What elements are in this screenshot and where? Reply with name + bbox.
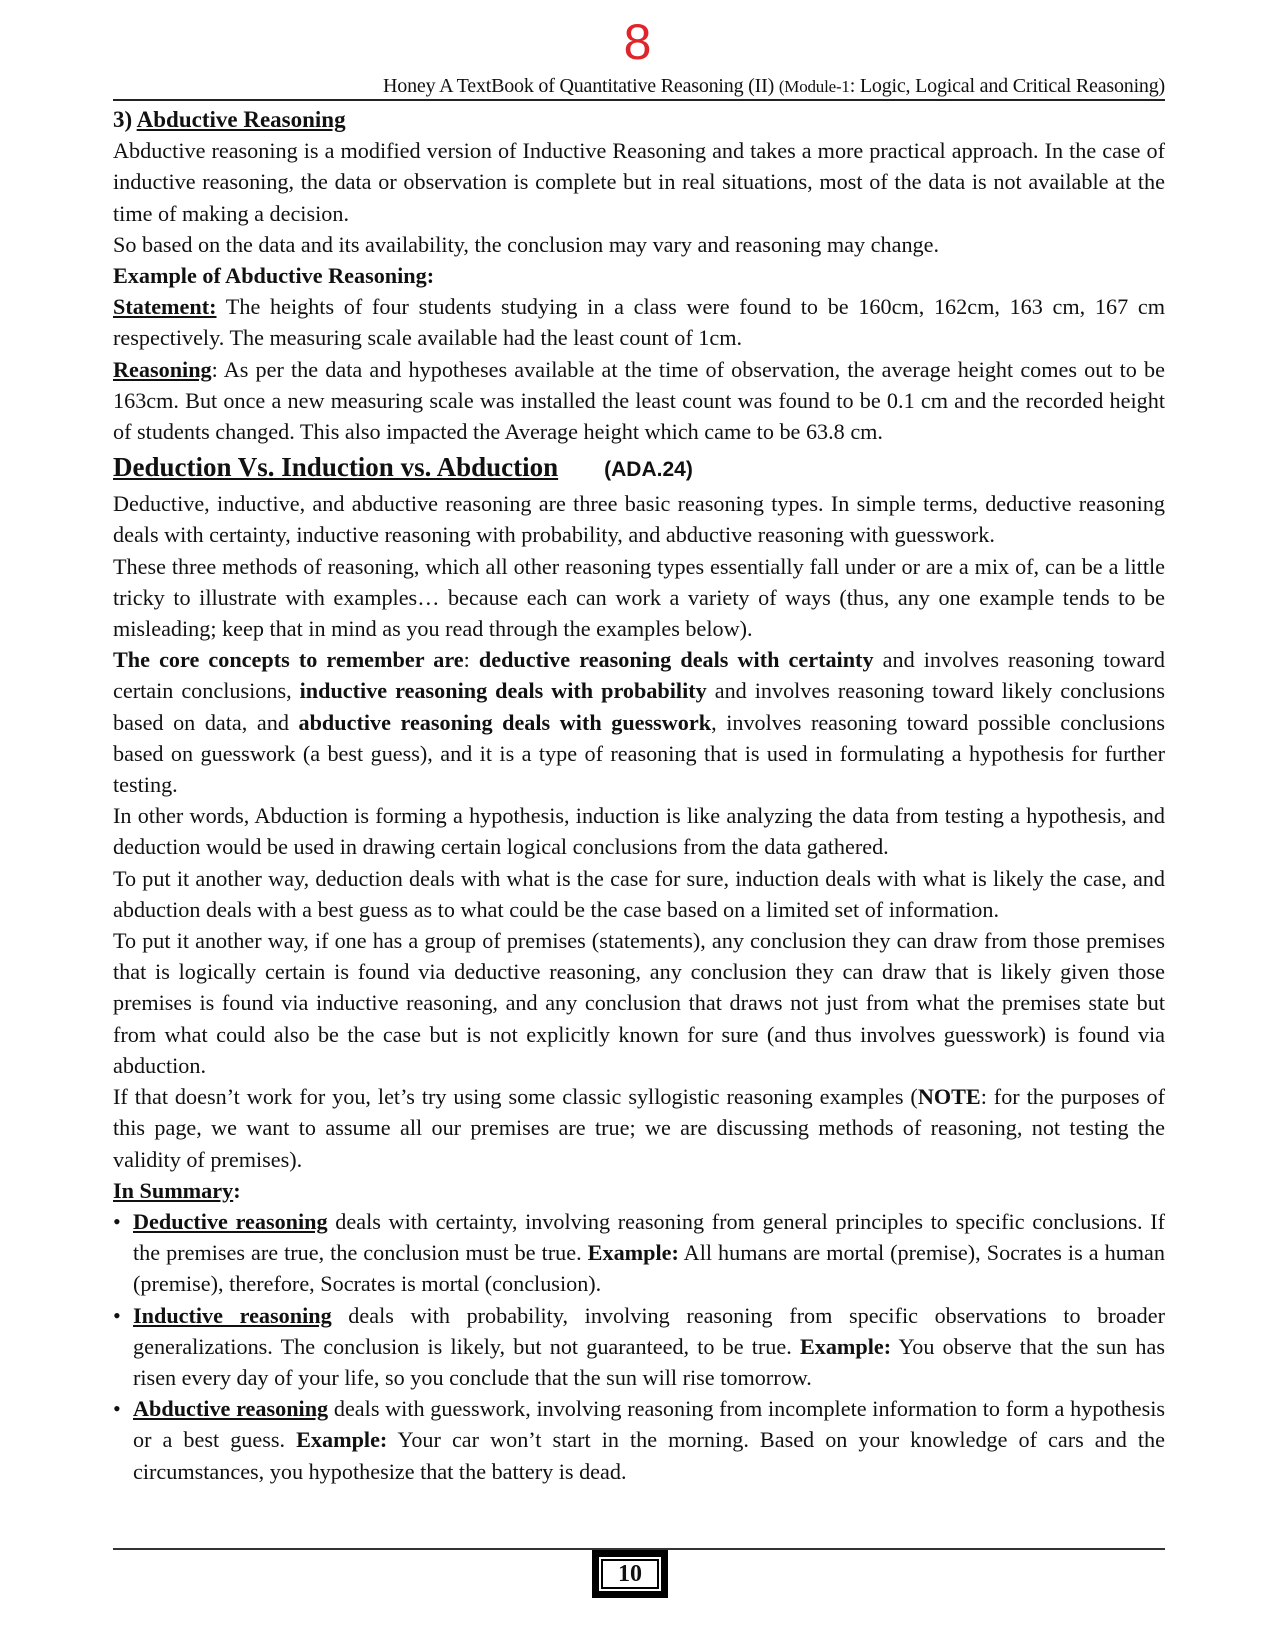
module-title: : Logic, Logical and Critical Reasoning) [849,75,1165,97]
bullet-icon: • [113,1302,121,1328]
paragraph: These three methods of reasoning, which all other reasoning types essentially fall under or are a mix of, can be a little tricky to illustrate with examples… because each can work a variety of ways (thus, any one example tends to be misleading; keep that in mind as you read through the examples below). [113,553,1165,642]
module-label: (Module-1 [778,77,850,96]
statement-paragraph: Statement: The heights of four students studying in a class were found to be 160cm, 162cm, 163 cm, 167 cm respectively. The measuring scale available had the least count of 1cm. [113,294,1165,351]
bullet-icon: • [113,1396,121,1422]
running-header [113,74,1165,99]
note-label: NOTE [917,1084,981,1110]
reference-tag: (ADA.24) [604,458,693,482]
summary-item-deductive: • Deductive reasoning deals with certainty, involving reasoning from general principles to specific conclusions. If the premises are true, the conclusion must be true. Example: All humans are mortal (premise), Socrates is a human (premise), therefore, Socrates is mortal (conclusion). [113,1206,1165,1300]
summary-term: Inductive reasoning [133,1302,332,1328]
example-heading: Example of Abductive Reasoning: [113,263,435,289]
core-concepts-paragraph: The core concepts to remember are: deductive reasoning deals with certainty and involves reasoning toward certain conclusions, inductive reasoning deals with probability and involves reasoning toward likely conclusions based on data, and abductive reasoning deals with guesswork, involves reasoning toward possible conclusions based on guesswork (a best guess), and it is a type of reasoning that is used in formulating a hypothesis for further testing. [113,647,1165,798]
summary-term: Abductive reasoning [133,1396,329,1422]
section-heading: 3) Abductive Reasoning [113,107,346,132]
summary-term: Deductive reasoning [133,1208,328,1234]
chapter-number: 8 [623,14,652,70]
page-body [113,104,1165,1487]
comparison-title: Deduction Vs. Induction vs. Abduction [113,452,559,483]
reasoning-paragraph: Reasoning: As per the data and hypotheses available at the time of observation, the average height comes out to be 163cm. But once a new measuring scale was installed the least count was found to be 0.1 cm and the recorded height of students changed. This also impacted the Average height which came to be 63.8 cm. [113,356,1165,445]
section-title: Abductive Reasoning [136,107,346,132]
summary-item-inductive: • Inductive reasoning deals with probability, involving reasoning from specific observations to broader generalizations. The conclusion is likely, but not guaranteed, to be true. Example: You observe that the sun has risen every day of your life, so you conclude that the sun will rise tomorrow. [113,1300,1165,1394]
paragraph: So based on the data and its availability, the conclusion may vary and reasoning may change. [113,231,940,257]
paragraph: To put it another way, deduction deals with what is the case for sure, induction deals with what is likely the case, and abduction deals with a best guess as to what could be the case based on a limited set of information. [113,865,1165,922]
summary-list [113,1206,1165,1487]
header-divider [113,99,1165,101]
paragraph: Abductive reasoning is a modified version of Inductive Reasoning and takes a more practical approach. In the case of inductive reasoning, the data or observation is complete but in real situations, most of the data is not available at the time of making a decision. [113,138,1165,226]
paragraph: In other words, Abduction is forming a hypothesis, induction is like analyzing the data from testing a hypothesis, and deduction would be used in drawing certain logical conclusions from the data gathered. [113,803,1165,860]
summary-heading: In Summary: [113,1177,241,1203]
paragraph: To put it another way, if one has a group of premises (statements), any conclusion they can draw from those premises that is logically certain is found via deductive reasoning, any conclusion they can draw that is likely given those premises is found via inductive reasoning, and any conclusion that draws not just from what the premises state but from what could also be the case but is not explicitly known for sure (and thus involves guesswork) is found via abduction. [113,928,1165,1078]
reasoning-label: Reasoning [113,356,212,382]
paragraph: Deductive, inductive, and abductive reasoning are three basic reasoning types. In simple terms, deductive reasoning deals with certainty, inductive reasoning with probability, and abductive reasoning with guesswork. [113,491,1165,548]
bullet-icon: • [113,1208,121,1234]
statement-label: Statement: [113,294,217,320]
comparison-heading [113,449,1165,488]
page-number: 10 [601,1559,659,1589]
book-title: Honey A TextBook of Quantitative Reasoning (II) [383,75,779,97]
page-number-box [592,1550,668,1598]
note-paragraph: If that doesn’t work for you, let’s try using some classic syllogistic reasoning examples (NOTE: for the purposes of this page, we want to assume all our premises are true; we are discussing methods of reasoning, not testing the validity of premises). [113,1084,1165,1172]
summary-item-abductive: • Abductive reasoning deals with guesswork, involving reasoning from incomplete information to form a hypothesis or a best guess. Example: Your car won’t start in the morning. Based on your knowledge of cars and the circumstances, you hypothesize that the battery is dead. [113,1393,1165,1487]
